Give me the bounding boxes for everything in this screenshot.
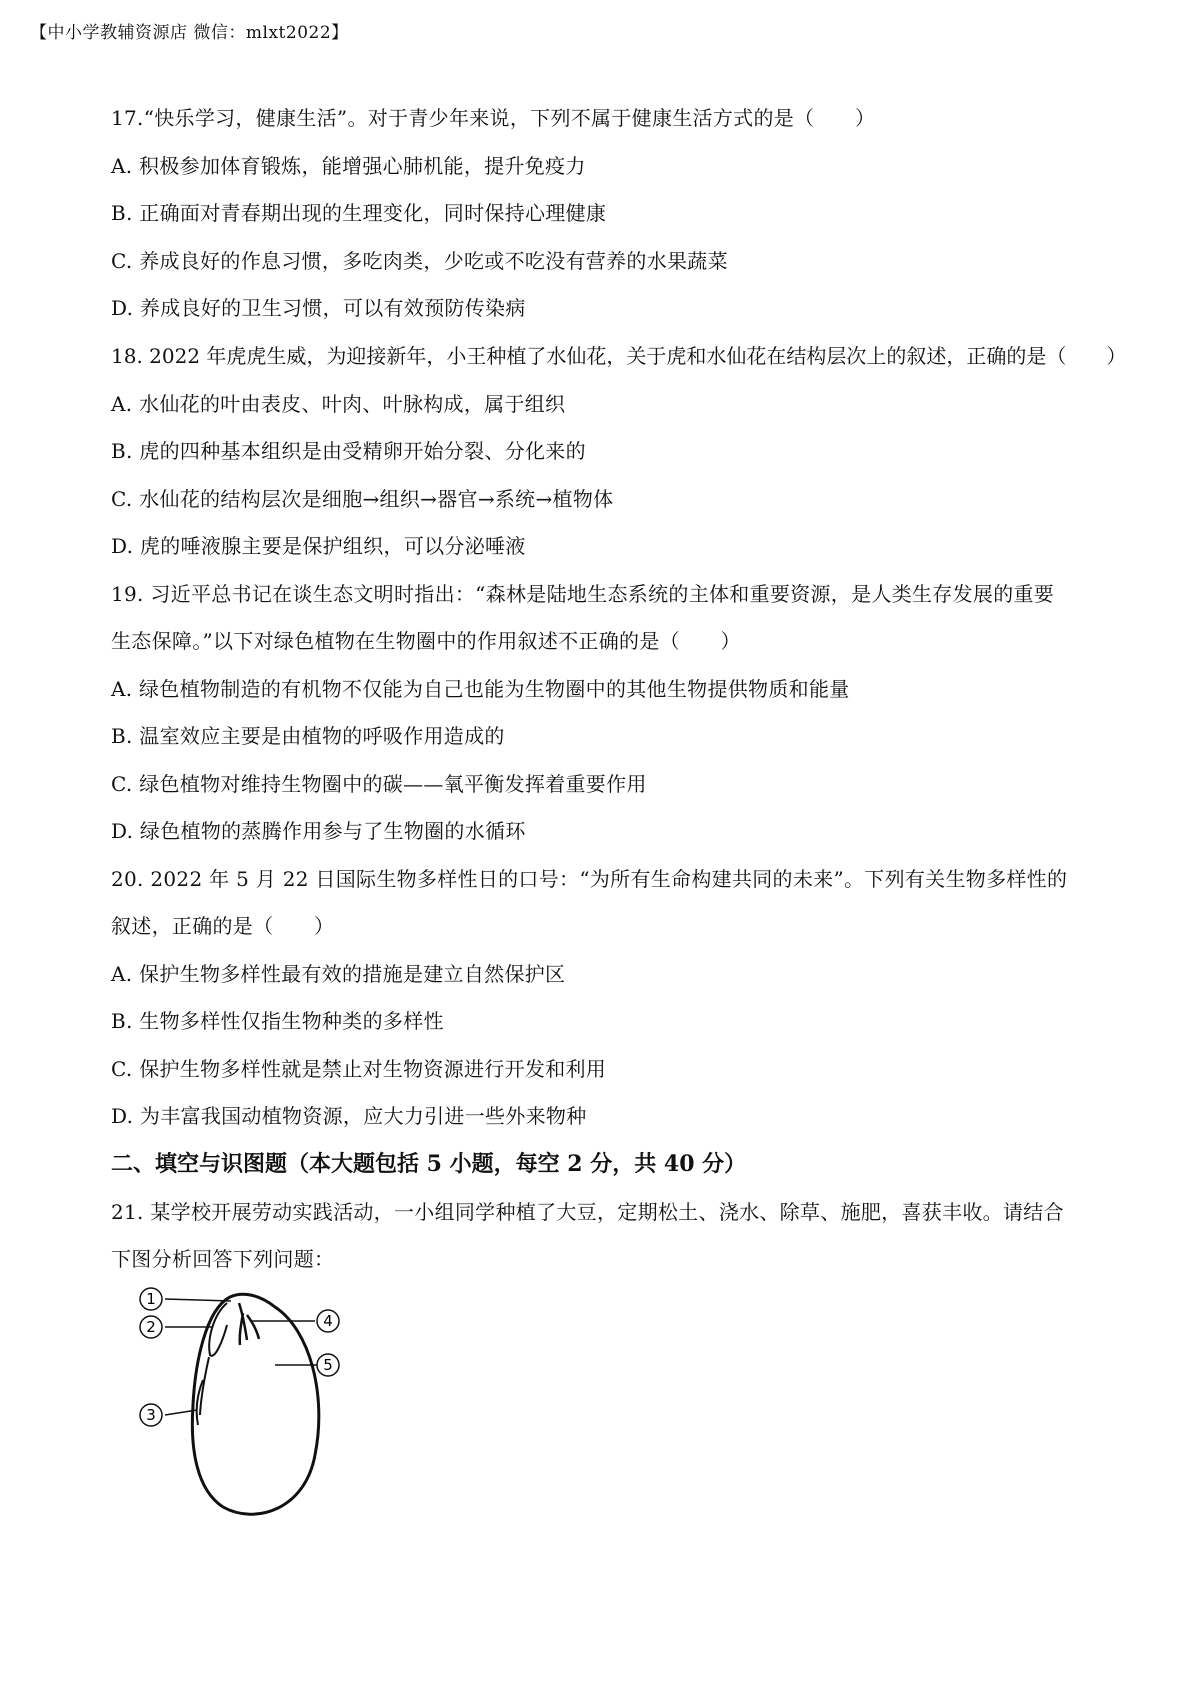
- q19-stem-line2: 生态保障。”以下对绿色植物在生物圈中的作用叙述不正确的是（ ）: [111, 629, 741, 653]
- svg-text:4: 4: [323, 1312, 333, 1330]
- hilum-line: [197, 1380, 203, 1425]
- q19-option-c: C. 绿色植物对维持生物圈中的碳——氧平衡发挥着重要作用: [111, 772, 647, 796]
- label-3: [140, 1404, 162, 1426]
- q18-option-c: C. 水仙花的结构层次是细胞→组织→器官→系统→植物体: [111, 487, 614, 511]
- leader-1: [165, 1299, 231, 1301]
- svg-text:5: 5: [323, 1356, 333, 1374]
- q21-stem-line1: 21. 某学校开展劳动实践活动，一小组同学种植了大豆，定期松土、浇水、除草、施肥，喜获丰收。请结合: [111, 1200, 1064, 1224]
- q17-option-a: A. 积极参加体育锻炼，能增强心肺机能，提升免疫力: [111, 154, 586, 178]
- label-5: [317, 1354, 339, 1376]
- label-4: [317, 1310, 339, 1332]
- q18-stem: 18. 2022 年虎虎生威，为迎接新年，小王种植了水仙花，关于虎和水仙花在结构层次上的叙述，正确的是（ ）: [111, 344, 1127, 368]
- plumule: [239, 1303, 259, 1345]
- section-title: 二、填空与识图题（本大题包括 5 小题，每空 2 分，共 40 分）: [111, 1151, 747, 1177]
- q19-option-d: D. 绿色植物的蒸腾作用参与了生物圈的水循环: [111, 819, 526, 843]
- q20-stem-line2: 叙述，正确的是（ ）: [111, 914, 335, 938]
- q19-stem-line1: 19. 习近平总书记在谈生态文明时指出：“森林是陆地生态系统的主体和重要资源，是人类生存发展的重要: [111, 582, 1055, 606]
- q17-option-c: C. 养成良好的作息习惯，多吃肉类，少吃或不吃没有营养的水果蔬菜: [111, 249, 728, 273]
- q20-option-d: D. 为丰富我国动植物资源，应大力引进一些外来物种: [111, 1104, 587, 1128]
- page-header: 【中小学教辅资源店 微信：mlxt2022】: [30, 23, 349, 43]
- q17-option-b: B. 正确面对青春期出现的生理变化，同时保持心理健康: [111, 201, 607, 225]
- svg-text:2: 2: [146, 1318, 156, 1336]
- q20-option-c: C. 保护生物多样性就是禁止对生物资源进行开发和利用: [111, 1057, 607, 1081]
- q20-stem-line1: 20. 2022 年 5 月 22 日国际生物多样性日的口号：“为所有生命构建共同的未来”。下列有关生物多样性的: [111, 867, 1068, 891]
- q18-option-d: D. 虎的唾液腺主要是保护组织，可以分泌唾液: [111, 534, 526, 558]
- q17-stem: 17.“快乐学习，健康生活”。对于青少年来说，下列不属于健康生活方式的是（ ）: [111, 106, 876, 130]
- bean-seed-diagram: [135, 1285, 395, 1525]
- radicle-line: [209, 1303, 227, 1356]
- svg-text:1: 1: [146, 1290, 156, 1308]
- q21-stem-line2: 下图分析回答下列问题：: [111, 1247, 335, 1271]
- label-2: [140, 1316, 162, 1338]
- q20-option-a: A. 保护生物多样性最有效的措施是建立自然保护区: [111, 962, 566, 986]
- q19-option-b: B. 温室效应主要是由植物的呼吸作用造成的: [111, 724, 505, 748]
- q18-option-a: A. 水仙花的叶由表皮、叶肉、叶脉构成，属于组织: [111, 392, 566, 416]
- q20-option-b: B. 生物多样性仅指生物种类的多样性: [111, 1009, 444, 1033]
- q18-option-b: B. 虎的四种基本组织是由受精卵开始分裂、分化来的: [111, 439, 586, 463]
- svg-text:3: 3: [146, 1406, 156, 1424]
- q17-option-d: D. 养成良好的卫生习惯，可以有效预防传染病: [111, 296, 526, 320]
- q19-option-a: A. 绿色植物制造的有机物不仅能为自己也能为生物圈中的其他生物提供物质和能量: [111, 677, 850, 701]
- label-1: [140, 1288, 162, 1310]
